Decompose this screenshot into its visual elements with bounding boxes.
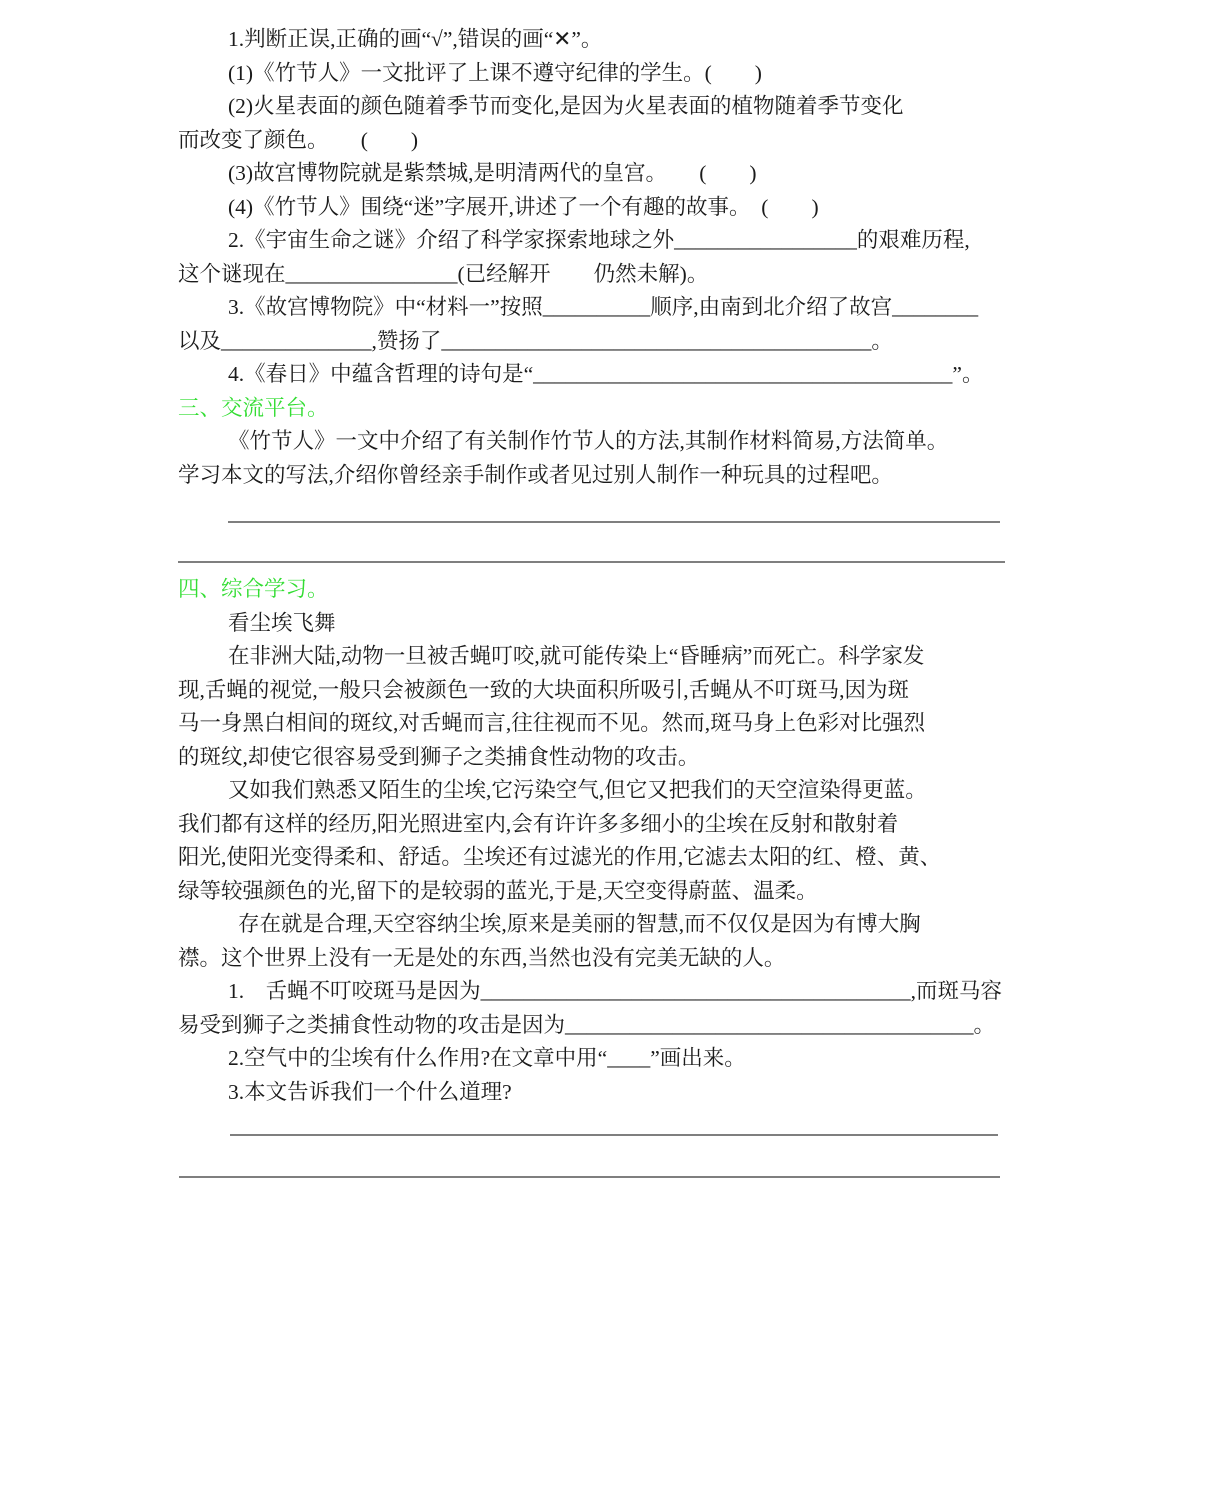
passage-title: 看尘埃飞舞 — [228, 610, 336, 635]
fill-blank-question-2: 2.《宇宙生命之谜》介绍了科学家探索地球之外_________________的艰难历程, — [228, 228, 970, 252]
passage-line: 马一身黑白相间的斑纹,对舌蝇而言,往往视而不见。然而,斑马身上色彩对比强烈 — [178, 711, 926, 735]
comprehension-question-3: 3.本文告诉我们一个什么道理? — [228, 1079, 512, 1104]
passage-line: 襟。这个世界上没有一无是处的东西,当然也没有完美无缺的人。 — [178, 945, 786, 970]
comprehension-question-1: 1. 舌蝇不叮咬斑马是因为________________________________________,而斑马容 — [228, 979, 1003, 1003]
answer-line — [228, 521, 1000, 523]
passage-line: 绿等较强颜色的光,留下的是较弱的蓝光,于是,天空变得蔚蓝、温柔。 — [178, 878, 818, 903]
answer-line — [230, 1134, 998, 1136]
passage-line: 存在就是合理,天空容纳尘埃,原来是美丽的智慧,而不仅仅是因为有博大胸 — [238, 912, 921, 936]
comprehension-question-1-continued: 易受到狮子之类捕食性动物的攻击是因为______________________________________。 — [178, 1012, 996, 1037]
fill-blank-question-2-continued: 这个谜现在________________(已经解开 仍然未解)。 — [178, 261, 709, 286]
question-judge-instruction: 1.判断正误,正确的画“√”,错误的画“✕”。 — [228, 27, 603, 51]
fill-blank-question-3-continued: 以及______________,赞扬了________________________________________。 — [178, 328, 893, 353]
section-heading-exchange-platform: 三、交流平台。 — [178, 395, 329, 420]
judge-item-2-continued: 而改变了颜色。 ( ) — [178, 127, 419, 152]
judge-item-4: (4)《竹节人》围绕“迷”字展开,讲述了一个有趣的故事。 ( ) — [228, 194, 819, 219]
section-heading-comprehensive-study: 四、综合学习。 — [178, 577, 329, 601]
passage-line: 的斑纹,却使它很容易受到狮子之类捕食性动物的攻击。 — [178, 744, 700, 769]
comprehension-question-2: 2.空气中的尘埃有什么作用?在文章中用“____”画出来。 — [228, 1046, 746, 1070]
exchange-platform-prompt: 《竹节人》一文中介绍了有关制作竹节人的方法,其制作材料简易,方法简单。 — [228, 429, 949, 453]
passage-line: 在非洲大陆,动物一旦被舌蝇叮咬,就可能传染上“昏睡病”而死亡。科学家发 — [228, 644, 925, 668]
fill-blank-question-3: 3.《故宫博物院》中“材料一”按照__________顺序,由南到北介绍了故宫________ — [228, 295, 979, 319]
judge-item-2: (2)火星表面的颜色随着季节而变化,是因为火星表面的植物随着季节变化 — [228, 94, 904, 118]
passage-line: 现,舌蝇的视觉,一般只会被颜色一致的大块面积所吸引,舌蝇从不叮斑马,因为斑 — [178, 677, 910, 702]
passage-line: 又如我们熟悉又陌生的尘埃,它污染空气,但它又把我们的天空渲染得更蓝。 — [228, 778, 927, 802]
passage-line: 我们都有这样的经历,阳光照进室内,会有许许多多细小的尘埃在反射和散射着 — [178, 811, 899, 836]
judge-item-1: (1)《竹节人》一文批评了上课不遵守纪律的学生。( ) — [228, 60, 762, 85]
answer-line — [178, 561, 1005, 563]
judge-item-3: (3)故宫博物院就是紫禁城,是明清两代的皇宫。 ( ) — [228, 161, 757, 185]
fill-blank-question-4: 4.《春日》中蕴含哲理的诗句是“_______________________________________”。 — [228, 362, 984, 386]
exchange-platform-prompt-continued: 学习本文的写法,介绍你曾经亲手制作或者见过别人制作一种玩具的过程吧。 — [178, 462, 893, 487]
answer-line — [179, 1176, 1000, 1178]
passage-line: 阳光,使阳光变得柔和、舒适。尘埃还有过滤光的作用,它滤去太阳的红、橙、黄、 — [178, 845, 942, 869]
